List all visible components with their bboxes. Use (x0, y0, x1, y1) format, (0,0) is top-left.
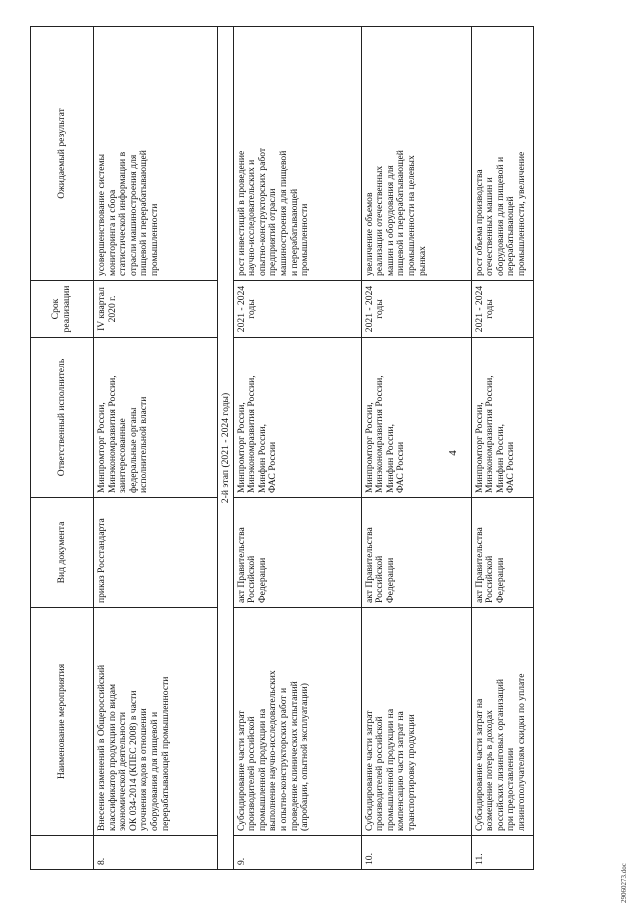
responsible-executor-line: федеральные органы (127, 407, 139, 493)
measure-name-line: российских лизинговых организаций (494, 678, 506, 831)
document-type-line: Российской (484, 555, 496, 603)
implementation-term-line: 2021 - 2024 (363, 285, 375, 333)
responsible-executor-line: Минэкономразвития России, (106, 375, 118, 493)
expected-result-line: рост инвестиций в проведение (235, 150, 247, 276)
implementation-term-line: IV квартал (96, 287, 107, 331)
expected-result-line: увеличение объемов (363, 192, 375, 276)
expected-result-line: и перерабатывающей (288, 188, 300, 276)
row-number: 8. (94, 836, 218, 870)
page-number: 4 (447, 450, 459, 456)
responsible-executor-line: Минэкономразвития России, (484, 375, 496, 493)
responsible-executor-line: Минпромторг России, (96, 402, 107, 493)
responsible-executor-line: ФАС России (395, 441, 407, 493)
document-type-line: Российской (246, 555, 258, 603)
measure-name-line: лизингополучателям скидки по уплате (515, 673, 527, 831)
expected-result-line: оборудования для пищевой и (494, 156, 506, 276)
expected-result-line: промышленности (148, 203, 160, 276)
measure-name-line: производителей российской (246, 716, 258, 831)
document-type-line: акт Правительства (363, 527, 375, 603)
expected-result-line: промышленности на целевых (405, 155, 417, 276)
responsible-executor-line: Минпромторг России, (363, 402, 375, 493)
expected-result-line: рост объема производства (473, 169, 485, 276)
responsible-executor (361, 338, 471, 498)
document-type-line: Федерации (384, 557, 396, 603)
implementation-term (94, 281, 218, 338)
row-number: 11. (471, 836, 533, 870)
implementation-term (233, 281, 361, 338)
expected-result-line: перерабатывающей (505, 196, 517, 276)
expected-result-line: опытно-конструкторских работ (256, 147, 268, 276)
document-type-line: Российской (374, 555, 386, 603)
document-type (361, 498, 471, 608)
expected-result-line: рынках (416, 246, 428, 276)
header-result: Ожидаемый результат (31, 27, 94, 281)
stage-heading-row (218, 27, 234, 870)
measure-name-line: перерабатывающей промышленности (159, 676, 171, 831)
row-number: 9. (233, 836, 361, 870)
implementation-term-line: 2020 г. (106, 295, 118, 323)
expected-result-line: машин и оборудования для (384, 165, 396, 276)
header-name: Наименование мероприятия (31, 608, 94, 836)
measure-name-line: Внесение изменений в Общероссийский (96, 664, 107, 831)
table-body (94, 27, 534, 870)
measure-name-line: производителей российской (374, 716, 386, 831)
table-row (94, 27, 218, 870)
measure-name (233, 608, 361, 836)
table-row (233, 27, 361, 870)
document-type-line: Федерации (494, 557, 506, 603)
responsible-executor-line: ФАС России (505, 441, 517, 493)
implementation-term-line: годы (484, 299, 496, 319)
expected-result-line: пищевой и перерабатывающей (395, 150, 407, 276)
responsible-executor-line: Минэкономразвития России, (246, 375, 258, 493)
expected-result (471, 27, 533, 281)
responsible-executor-line: Минфин России, (494, 424, 506, 493)
expected-result-line: отрасли машиностроения для (127, 154, 139, 276)
expected-result (94, 27, 218, 281)
responsible-executor-line: заинтересованные (117, 418, 129, 493)
measure-name-line: Субсидирование части затрат (363, 710, 375, 831)
measure-name-line: уточнения кодов в отношении (138, 708, 150, 831)
table-row (361, 27, 471, 870)
expected-result-line: усовершенствование системы (96, 153, 107, 276)
measure-name-line: промышленной продукции на (256, 708, 268, 831)
measure-name (94, 608, 218, 836)
responsible-executor-line: Минпромторг России, (473, 402, 485, 493)
table-row (471, 27, 533, 870)
document-type-line: акт Правительства (473, 527, 485, 603)
expected-result-line: статистической информации в (117, 151, 129, 276)
header-term (31, 281, 94, 338)
measure-name-line: ОК 034-2014 (КПЕС 2008) в части (127, 690, 139, 831)
measure-name-line: компенсацию части затрат на (395, 711, 407, 831)
implementation-term-line: 2021 - 2024 (473, 285, 485, 333)
document-type-line: приказ Росстандарта (96, 518, 107, 603)
expected-result-line: промышленности, увеличение (515, 151, 527, 276)
expected-result-line: научно-исследовательских и (246, 159, 258, 276)
expected-result (361, 27, 471, 281)
measure-name (471, 608, 533, 836)
measure-name-line: проведение клинических испытаний (288, 681, 300, 831)
responsible-executor (94, 338, 218, 498)
measure-name-line: выполнение научно-исследовательских (267, 670, 279, 831)
document-type (94, 498, 218, 608)
document-type-line: акт Правительства (235, 527, 247, 603)
measure-name-line: и опытно-конструкторских работ и (277, 687, 289, 831)
expected-result-line: пищевой и перерабатывающей (138, 150, 150, 276)
document-type-line: Федерации (256, 557, 268, 603)
expected-result-line: машиностроения для пищевой (277, 150, 289, 276)
expected-result-line: отечественных машин и (484, 177, 496, 276)
responsible-executor (471, 338, 533, 498)
implementation-term (361, 281, 471, 338)
measure-name-line: возмещение потерь в доходах (484, 710, 496, 831)
document-type (471, 498, 533, 608)
footer-doc-code: 29060273.doc (620, 863, 628, 903)
measure-name-line: оборудования для пищевой и (148, 711, 160, 831)
stage-heading: 2-й этап (2021 - 2024 годы) (218, 27, 234, 870)
measure-name (361, 608, 471, 836)
measure-name-line: при предоставлении (505, 747, 517, 831)
measure-name-line: (апробации, опытной эксплуатации) (299, 683, 311, 831)
responsible-executor-line: Минпромторг России, (235, 402, 247, 493)
header-doc: Вид документа (31, 498, 94, 608)
implementation-term-line: годы (374, 299, 386, 319)
expected-result-line: мониторинга и сбора (106, 189, 118, 276)
measure-name-line: Субсидирование части затрат (235, 710, 247, 831)
responsible-executor-line: ФАС России (267, 441, 279, 493)
header-num (31, 836, 94, 870)
measure-name-line: промышленной продукции на (384, 708, 396, 831)
implementation-term-line: годы (246, 299, 258, 319)
expected-result-line: реализации отечественных (374, 165, 386, 276)
table-header-row (31, 27, 94, 870)
responsible-executor-line: Минфин России, (256, 424, 268, 493)
measures-table (30, 26, 534, 870)
row-number: 10. (361, 836, 471, 870)
expected-result-line: промышленности (299, 203, 311, 276)
responsible-executor-line: Минфин России, (384, 424, 396, 493)
expected-result (233, 27, 361, 281)
implementation-term (471, 281, 533, 338)
document-type (233, 498, 361, 608)
measure-name-line: Субсидирование части затрат на (473, 698, 485, 831)
implementation-term-line: 2021 - 2024 (235, 285, 247, 333)
measure-name-line: транспортировку продукции (405, 714, 417, 831)
header-term-line: Срок (50, 298, 62, 320)
header-executor: Ответственный исполнитель (31, 338, 94, 498)
responsible-executor-line: Минэкономразвития России, (374, 375, 386, 493)
responsible-executor-line: исполнительной власти (138, 396, 150, 493)
measure-name-line: экономической деятельности (117, 711, 129, 831)
expected-result-line: предприятий отрасли (267, 188, 279, 276)
header-term-line: реализации (61, 285, 72, 333)
measure-name-line: классификатор продукции по видам (106, 683, 118, 831)
responsible-executor (233, 338, 361, 498)
